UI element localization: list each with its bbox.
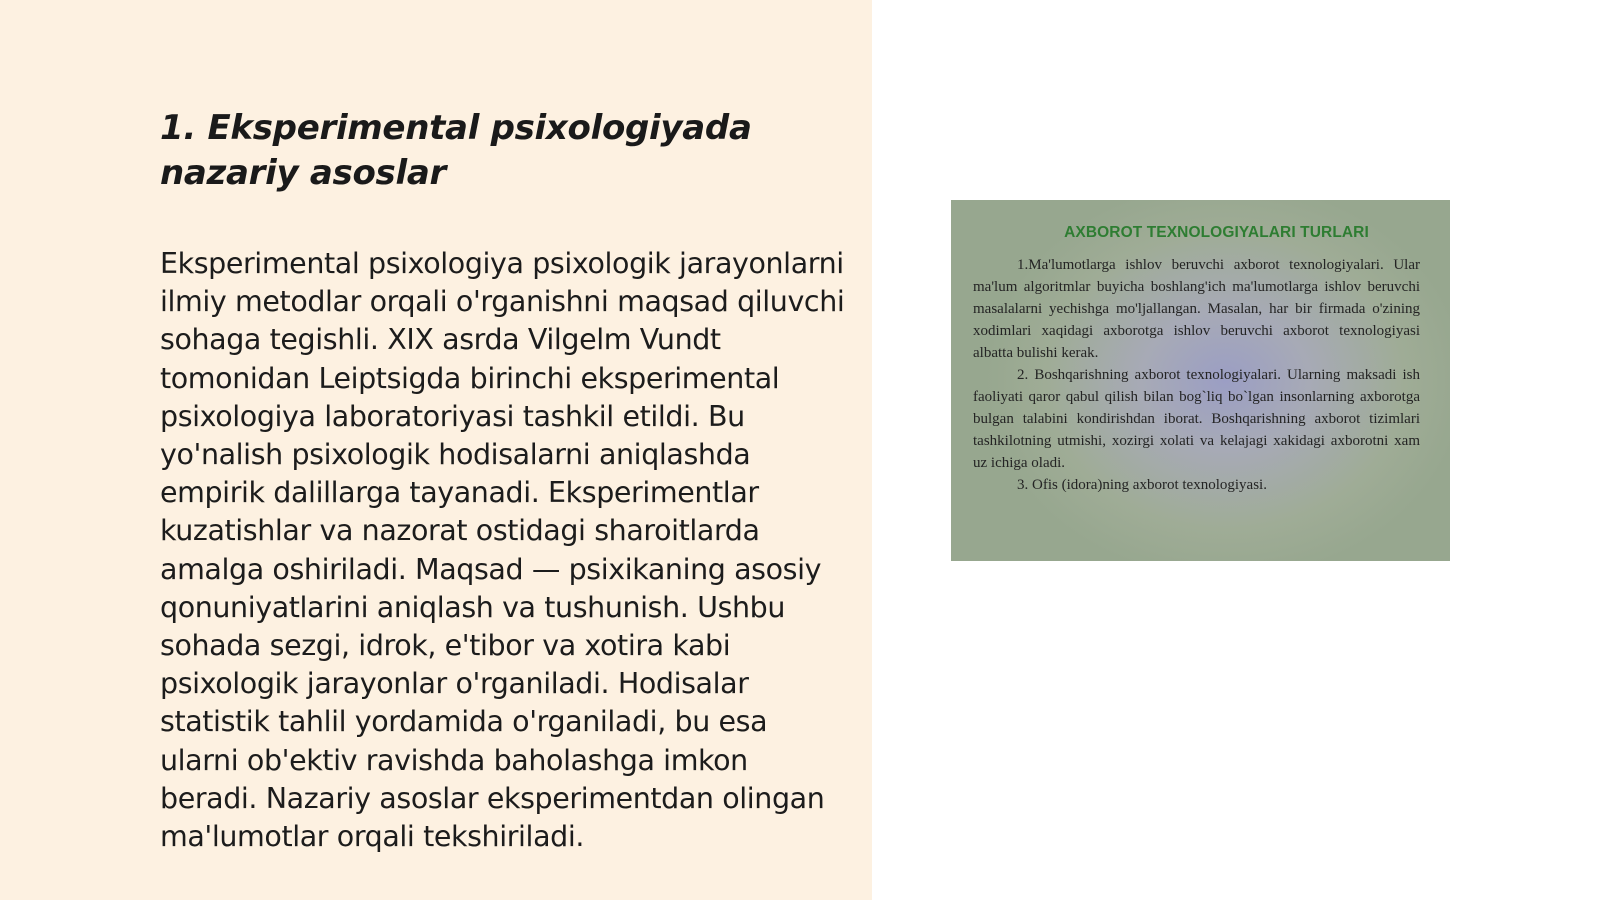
scanned-page-image [951,200,1450,561]
image-paragraph-3: 3. Ofis (idora)ning axborot texnologiyasi. [1017,477,1267,493]
slide-body-text: Eksperimental psixologiya psixologik jarayonlarni ilmiy metodlar orqali o'rganishni maqsad qiluvchi sohaga tegishli. XIX asrda Vilgelm Vundt tomonidan Leiptsigda birinchi eksperimental psixologiya laboratoriyasi tashkil etildi. Bu yo'nalish psixologik hodisalarni aniqlashda empirik dalillarga tayanadi. Eksperimentlar kuzatishlar va nazorat ostidagi sharoitlarda amalga oshiriladi. Maqsad — psixikaning asosiy qonuniyatlarini aniqlash va tushunish. Ushbu sohada sezgi, idrok, e'tibor va xotira kabi psixologik jarayonlar o'rganiladi. Hodisalar statistik tahlil yordamida o'rganiladi, bu esa ularni ob'ektiv ravishda baholashga imkon beradi. Nazariy asoslar eksperimentdan olingan ma'lumotlar orqali tekshiriladi. [160,247,845,854]
image-paragraph-1: 1.Ma'lumotlarga ishlov beruvchi axborot texnologiyalari. Ular ma'lum algoritmlar buyicha boshlang'ich ma'lumotlarga ishlov beruvchi masalalarni yechishga mo'ljallangan. Masalan, har bir firmada o'zining xodimlari xaqidagi axborotga ishlov beruvchi axborot texnologiyasi albatta bulishi kerak. [973,257,1420,361]
image-paragraph-2: 2. Boshqarishning axborot texnologiyalari. Ularning maksadi ish faoliyati qaror qabul qilish bilan bog`liq bo`lgan insonlarning axborotga bulgan talabini kondirishdan iborat. Boshqarishning axborot tizimlari tashkilotning utmishi, xozirgi xolati va kelajagi xakidagi axborotni xam uz ichiga oladi. [973,367,1420,471]
slide-title: 1. Eksperimental psixologiyada nazariy asoslar [160,108,752,193]
image-heading: AXBOROT TEXNOLOGIYALARI TURLARI [1064,224,1369,241]
